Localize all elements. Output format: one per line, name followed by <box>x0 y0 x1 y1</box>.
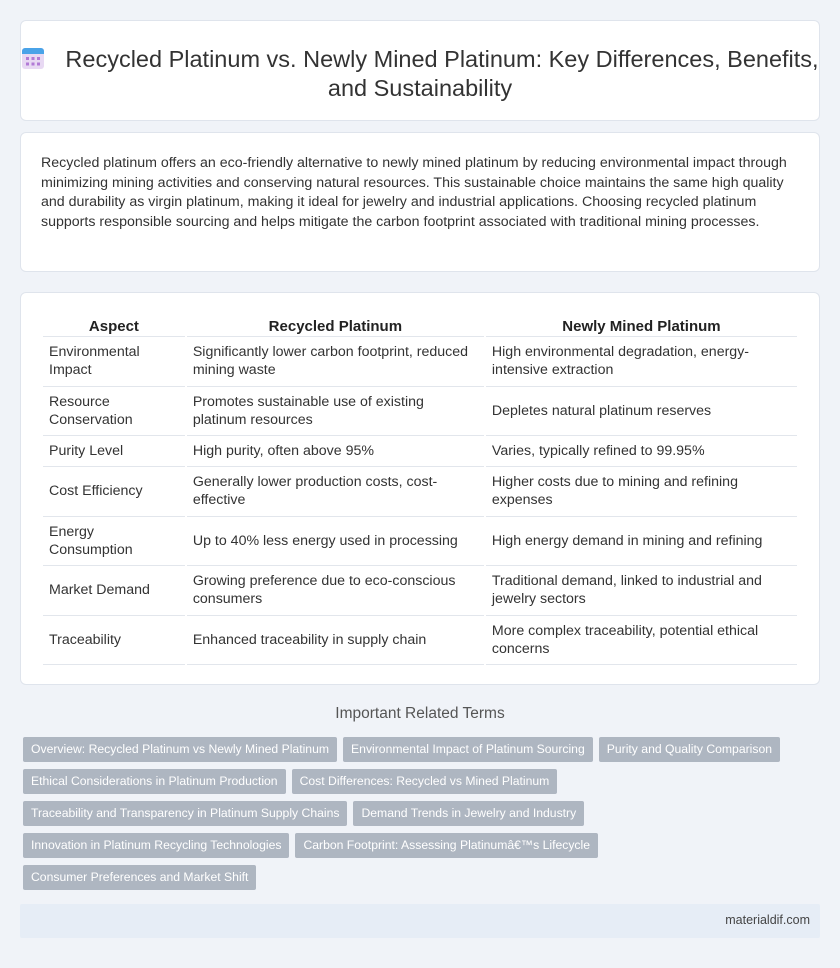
table-cell: Market Demand <box>43 566 185 616</box>
related-term-tag[interactable]: Cost Differences: Recycled vs Mined Platinum <box>292 769 558 794</box>
table-cell: Up to 40% less energy used in processing <box>187 517 484 567</box>
table-row <box>43 467 797 517</box>
table-cell: High purity, often above 95% <box>187 436 484 467</box>
related-term-tag[interactable]: Ethical Considerations in Platinum Production <box>23 769 286 794</box>
table-cell: Resource Conservation <box>43 387 185 437</box>
comparison-table-card <box>20 292 820 685</box>
table-cell: More complex traceability, potential ethical concerns <box>486 616 797 666</box>
related-term-tag[interactable]: Traceability and Transparency in Platinum Supply Chains <box>23 801 347 826</box>
table-cell: Purity Level <box>43 436 185 467</box>
related-term-tag[interactable]: Innovation in Platinum Recycling Technologies <box>23 833 289 858</box>
table-cell: Environmental Impact <box>43 337 185 387</box>
table-cell: Generally lower production costs, cost-effective <box>187 467 484 517</box>
table-cell: Growing preference due to eco-conscious consumers <box>187 566 484 616</box>
related-terms-list <box>23 737 793 897</box>
table-cell: High energy demand in mining and refining <box>486 517 797 567</box>
table-header-row <box>43 316 797 337</box>
header-recycled: Recycled Platinum <box>187 316 484 337</box>
related-term-tag[interactable]: Environmental Impact of Platinum Sourcing <box>343 737 593 762</box>
comparison-table <box>41 316 799 665</box>
page-title: Recycled Platinum vs. Newly Mined Platinum: Key Differences, Benefits, and Sustainability <box>65 46 819 101</box>
table-cell: Traceability <box>43 616 185 666</box>
table-cell: Promotes sustainable use of existing platinum resources <box>187 387 484 437</box>
table-row <box>43 337 797 387</box>
table-cell: Depletes natural platinum reserves <box>486 387 797 437</box>
related-term-tag[interactable]: Demand Trends in Jewelry and Industry <box>353 801 584 826</box>
header-aspect: Aspect <box>43 316 185 337</box>
table-cell: Cost Efficiency <box>43 467 185 517</box>
table-cell: Significantly lower carbon footprint, reduced mining waste <box>187 337 484 387</box>
table-row <box>43 436 797 467</box>
intro-card <box>20 132 820 272</box>
related-term-tag[interactable]: Carbon Footprint: Assessing Platinumâ€™s Lifecycle <box>295 833 598 858</box>
header-mined: Newly Mined Platinum <box>486 316 797 337</box>
table-row <box>43 517 797 567</box>
table-row <box>43 566 797 616</box>
table-cell: High environmental degradation, energy-intensive extraction <box>486 337 797 387</box>
table-cell: Energy Consumption <box>43 517 185 567</box>
table-cell: Higher costs due to mining and refining expenses <box>486 467 797 517</box>
page-title-wrap <box>21 45 819 103</box>
table-cell: Varies, typically refined to 99.95% <box>486 436 797 467</box>
table-row <box>43 616 797 666</box>
table-cell: Traditional demand, linked to industrial and jewelry sectors <box>486 566 797 616</box>
related-term-tag[interactable]: Overview: Recycled Platinum vs Newly Mined Platinum <box>23 737 337 762</box>
related-terms-heading: Important Related Terms <box>335 705 505 722</box>
header-card <box>20 20 820 121</box>
table-row <box>43 387 797 437</box>
calendar-grid-icon <box>21 46 45 70</box>
footer-site-link[interactable]: materialdif.com <box>725 913 810 927</box>
related-term-tag[interactable]: Purity and Quality Comparison <box>599 737 780 762</box>
related-term-tag[interactable]: Consumer Preferences and Market Shift <box>23 865 256 890</box>
intro-paragraph: Recycled platinum offers an eco-friendly alternative to newly mined platinum by reducing environmental impact through minimizing mining activities and conserving natural resources. This sustainable choice maintains the same high quality and durability as virgin platinum, making it ideal for jewelry and industrial applications. Choosing recycled platinum supports responsible sourcing and helps mitigate the carbon footprint associated with traditional mining processes. <box>41 155 787 230</box>
table-cell: Enhanced traceability in supply chain <box>187 616 484 666</box>
footer <box>20 904 820 938</box>
